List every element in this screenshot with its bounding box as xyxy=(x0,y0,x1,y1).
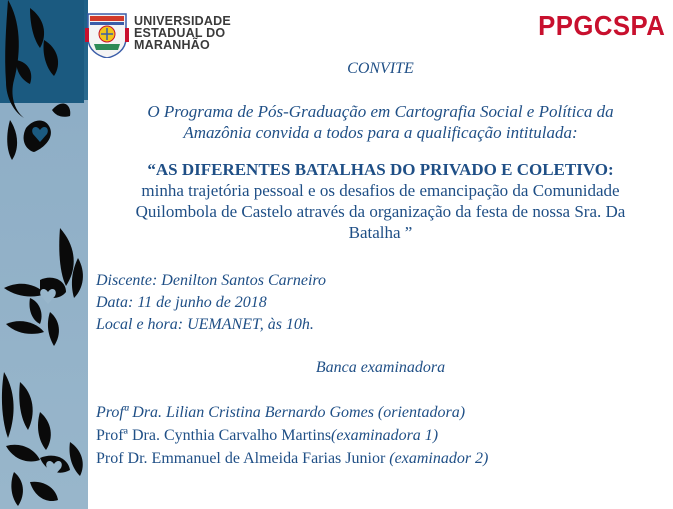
committee-member-1 xyxy=(96,404,465,422)
floral-ornament-bottom-icon xyxy=(0,372,88,509)
thesis-subtitle-line-1: minha trajetória pessoal e os desafios de emancipação da Comunidade xyxy=(141,181,620,200)
university-name-line1: UNIVERSIDADE xyxy=(134,14,231,28)
thesis-title xyxy=(88,159,673,243)
committee-member-2-name: Profª Dra. Cynthia Carvalho Martins xyxy=(96,427,332,444)
floral-ornament-top-icon xyxy=(0,0,84,170)
thesis-subtitle-line-3: Batalha ” xyxy=(348,223,413,242)
university-name-line3: MARANHÃO xyxy=(134,38,210,52)
committee-member-3-role: (examinador 2) xyxy=(385,450,489,467)
floral-ornament-middle-icon xyxy=(0,228,88,348)
date-line: Data: 11 de junho de 2018 xyxy=(96,294,267,311)
committee-heading: Banca examinadora xyxy=(315,359,446,376)
committee-member-3 xyxy=(96,450,488,468)
invitation-intro xyxy=(88,101,673,143)
discente-line: Discente: Denilton Santos Carneiro xyxy=(96,272,327,289)
thesis-title-main: “AS DIFERENTES BATALHAS DO PRIVADO E COLETIVO: xyxy=(147,160,614,179)
committee-member-2 xyxy=(96,427,438,445)
university-name-line2: ESTADUAL DO xyxy=(134,26,226,40)
thesis-subtitle-line-2: Quilombola de Castelo através da organização da festa de nossa Sra. Da xyxy=(135,202,626,221)
intro-line-1: O Programa de Pós-Graduação em Cartografia Social e Política da xyxy=(147,102,614,121)
committee-member-2-role: (examinadora 1) xyxy=(331,427,439,444)
program-brand-logo: PPGCSPA xyxy=(537,10,665,41)
university-name xyxy=(134,15,231,51)
intro-line-2: Amazônia convida a todos para a qualificação intitulada: xyxy=(183,123,578,142)
invite-heading: CONVITE xyxy=(347,60,414,77)
committee-member-1-text: Profª Dra. Lilian Cristina Bernardo Gomes (orientadora) xyxy=(96,404,466,421)
location-time-line: Local e hora: UEMANET, às 10h. xyxy=(96,316,314,333)
university-crest-logo xyxy=(84,10,130,58)
committee-member-3-name: Prof Dr. Emmanuel de Almeida Farias Junior xyxy=(96,450,386,467)
